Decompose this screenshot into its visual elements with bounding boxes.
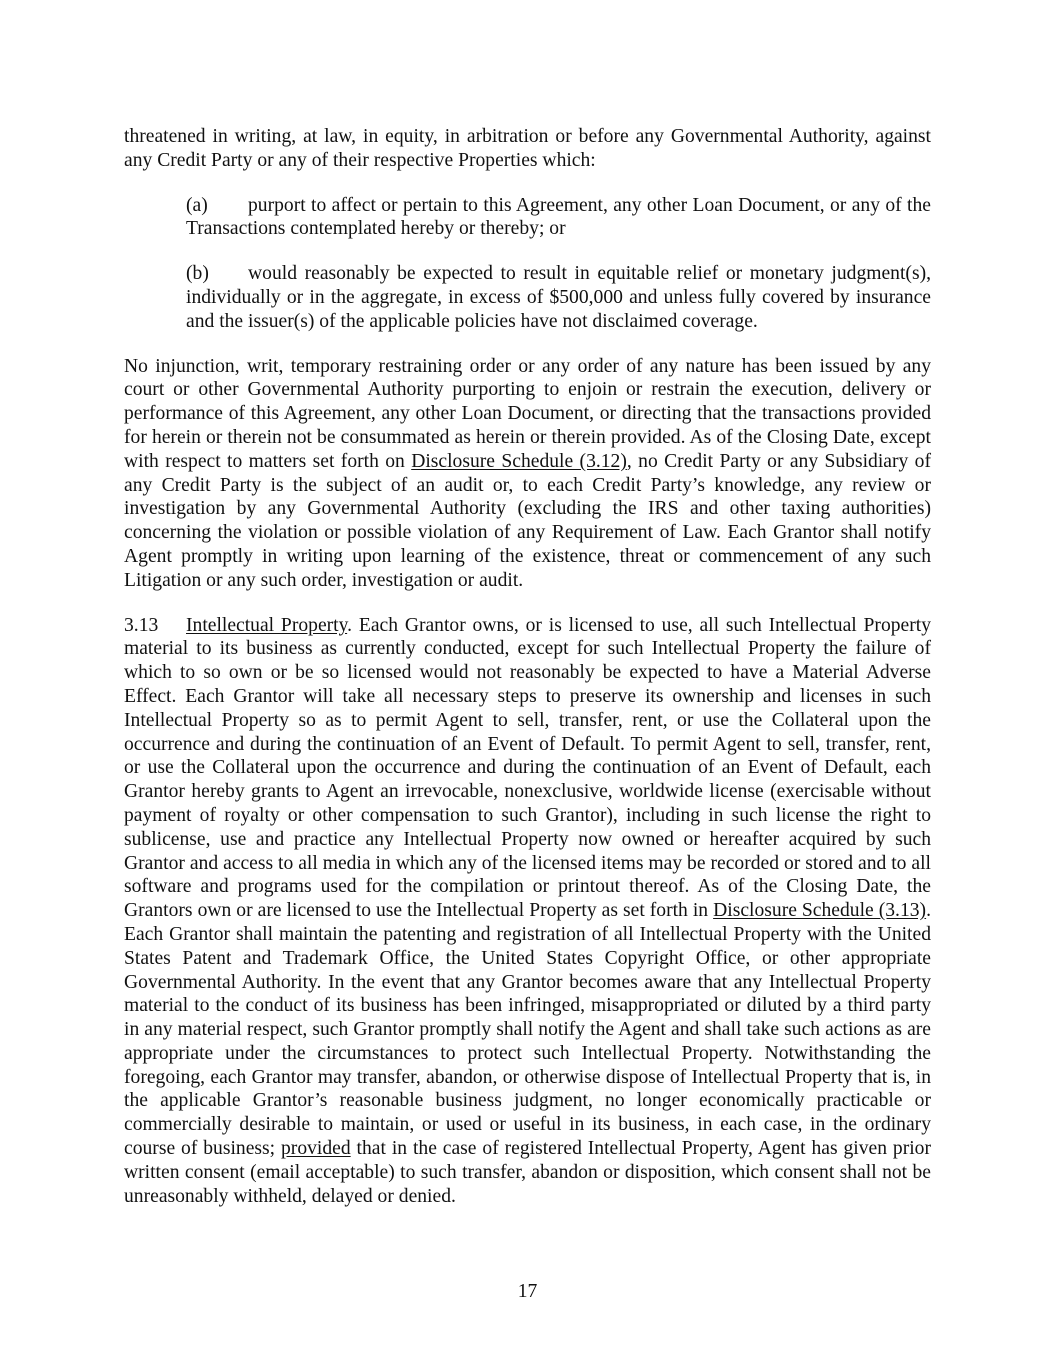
- clause-b: [186, 262, 931, 333]
- page-number: 17: [517, 1281, 538, 1302]
- disclosure-schedule-3-13-reference: Disclosure Schedule (3.13): [713, 900, 927, 922]
- section-number: 3.13: [124, 614, 159, 636]
- section-text-part-1: Each Grantor owns, or is licensed to use, all such Intellectual Property material to its business as currently conducted, except for such Intellectual Property the failure of which to so own or be so licensed would not reasonably be expected to have a Material Adverse Effect. Each Grantor will take all necessary steps to preserve its ownership and licenses in such Intellectual Property so as to permit Agent to sell, transfer, rent, or use the Collateral upon the occurrence and during the continuation of an Event of Default. To permit Agent to sell, transfer, rent, or use the Collateral upon the occurrence and during the continuation of an Event of Default, each Grantor hereby grants to Agent an irrevocable, nonexclusive, worldwide license (exercisable without payment of royalty or other compensation to such Grantor), including in such license the right to sublicense, use and practice any Intellectual Property now owned or hereafter acquired by such Grantor and access to all media in which any of the licensed items may be recorded or stored and to all software and programs used for the compilation or printout thereof. As of the Closing Date, the Grantors own or are licensed to use the Intellectual Property as set forth in: [124, 614, 931, 922]
- section-heading-punctuation: .: [347, 614, 353, 636]
- clause-a: [186, 194, 931, 242]
- document-page: [124, 125, 931, 1208]
- proviso-term: provided: [281, 1138, 351, 1160]
- injunction-text-end: , no Credit Party or any Subsidiary of any Credit Party is the subject of an audit or, to each Credit Party’s knowledge, any review or investigation by any Governmental Authority (excluding the IRS and other taxing authorities) concerning the violation or possible violation of any Requirement of Law. Each Grantor shall notify Agent promptly in writing upon learning of the existence, threat or commencement of any such Litigation or any such order, investigation or audit.: [124, 450, 931, 591]
- section-text-part-2: . Each Grantor shall maintain the patenting and registration of all Intellectual Property with the United States Patent and Trademark Office, the United States Copyright Office, or other appropriate Governmental Authority. In the event that any Grantor becomes aware that any Intellectual Property material to the conduct of its business has been infringed, misappropriated or diluted by a third party in any material respect, such Grantor promptly shall notify the Agent and shall take such actions as are appropriate under the circumstances to protect such Intellectual Property. Notwithstanding the foregoing, each Grantor may transfer, abandon, or otherwise dispose of Intellectual Property that is, in the applicable Grantor’s reasonable business judgment, no longer economically practicable or commercially desirable to maintain, or used or useful in its business, in each case, in the ordinary course of business;: [124, 900, 931, 1160]
- clause-b-text: would reasonably be expected to result in equitable relief or monetary judgment(s), individually or in the aggregate, in excess of $500,000 and unless fully covered by insurance and the issuer(s) of the applicable policies have not disclaimed coverage.: [186, 263, 931, 332]
- clause-a-text: purport to affect or pertain to this Agreement, any other Loan Document, or any of the Transactions contemplated hereby or thereby; or: [186, 194, 931, 240]
- section-heading: Intellectual Property: [186, 614, 348, 636]
- injunction-text-start: No injunction, writ, temporary restraining order or any order of any nature has been issued by any court or other Governmental Authority purporting to enjoin or restrain the execution, delivery or performance of this Agreement, any other Loan Document, or directing that the transactions provided for herein or therein not be consummated as herein or therein provided. As of the Closing Date, except with respect to matters set forth on: [124, 355, 931, 472]
- clause-b-label: (b): [186, 263, 209, 285]
- clause-a-label: (a): [186, 194, 208, 216]
- section-text-part-3: that in the case of registered Intellectual Property, Agent has given prior written consent (email acceptable) to such transfer, abandon or disposition, which consent shall not be unreasonably withheld, delayed or denied.: [124, 1138, 931, 1207]
- intro-paragraph: threatened in writing, at law, in equity, in arbitration or before any Governmental Authority, against any Credit Party or any of their respective Properties which:: [124, 126, 931, 171]
- section-3-13-paragraph: [124, 614, 931, 1209]
- disclosure-schedule-3-12-reference: Disclosure Schedule (3.12): [411, 450, 627, 472]
- injunction-paragraph: [124, 355, 931, 593]
